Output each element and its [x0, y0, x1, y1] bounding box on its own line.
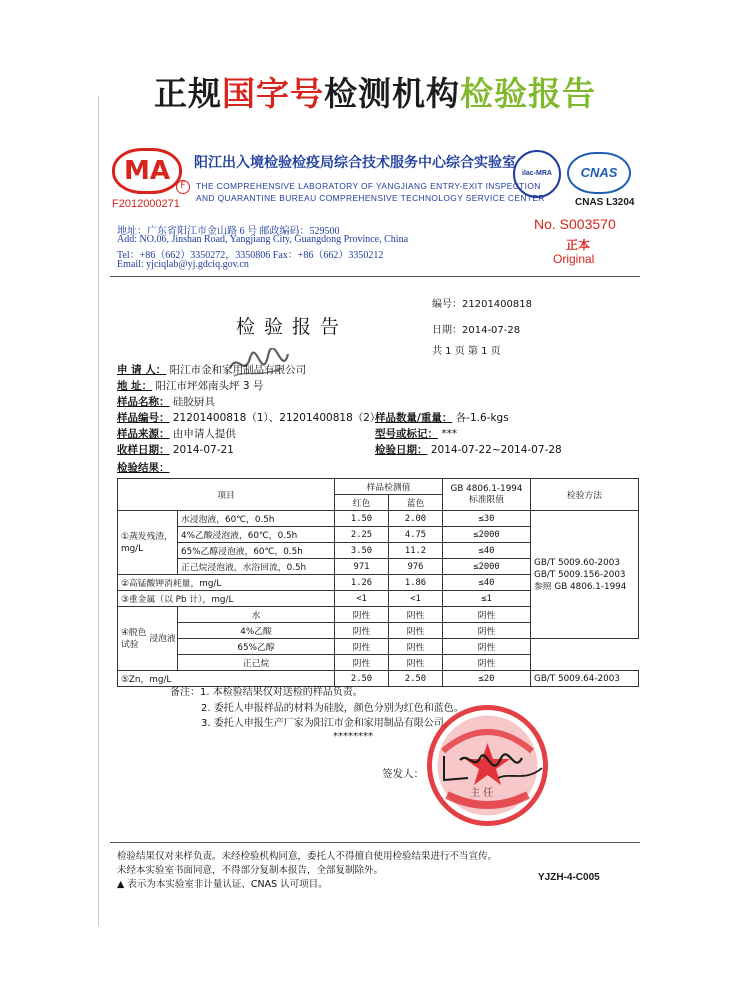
address-value: 阳江市坪郊南头坪 3 号 [155, 380, 264, 392]
header-red: 红色 [335, 495, 389, 511]
group1-red: 971 [335, 559, 389, 575]
lab-name-en-line1: THE COMPREHENSIVE LABORATORY OF YANGJIANG ENTRY-EXIT INSPECTION [196, 181, 541, 191]
address-cn: 地址：广东省阳江市金山路 6 号 邮政编码：529500 [117, 226, 340, 237]
footer-line-1: 检验结果仅对来样负责。未经检验机构同意，委托人不得擅自使用检验结果进行不当宣传。 [117, 851, 498, 862]
results-heading [117, 460, 170, 475]
group1-red: 1.50 [335, 511, 389, 527]
test-date-label: 检验日期： [375, 444, 428, 456]
group1-sub: 65%乙醇浸泡液，60℃，0.5h [178, 543, 335, 559]
group1-sub: 正己烷浸泡液，水浴回流，0.5h [178, 559, 335, 575]
source-label: 样品来源： [117, 428, 170, 440]
group4-limit: 阴性 [443, 623, 531, 639]
tel-fax: Tel：+86（662）3350272，3350806 Fax：+86（662）3350212 [117, 250, 384, 261]
address-label: 地 址： [117, 380, 153, 392]
original-en: Original [553, 252, 595, 266]
row3-item: ③重金属（以 Pb 计），mg/L [118, 591, 335, 607]
table-row [118, 511, 639, 527]
sample-no-label: 样品编号： [117, 412, 170, 424]
cma-logo-icon: MA [112, 148, 182, 194]
address-en: Add: NO.06, Jinshan Road, Yangjiang City, Guangdong Province, China [117, 234, 409, 245]
group4-limit: 阴性 [443, 655, 531, 671]
group4-blue: 阴性 [389, 639, 443, 655]
row2-limit: ≤40 [443, 575, 531, 591]
group1-limit: ≤40 [443, 543, 531, 559]
row3-blue: <1 [389, 591, 443, 607]
row5-blue: 2.50 [389, 671, 443, 687]
row5-red: 2.50 [335, 671, 389, 687]
email: Email: yjciqlab@yj.gdciq.gov.cn [117, 259, 249, 270]
note-line-2: 2. 委托人申报样品的材料为硅胶，颜色分别为红色和蓝色。 [201, 703, 464, 714]
group4-blue: 阴性 [389, 623, 443, 639]
received-label: 收样日期： [117, 444, 170, 456]
group1-name: ①蒸发残渣，mg/L [118, 511, 178, 575]
row3-red: <1 [335, 591, 389, 607]
row2-blue: 1.86 [389, 575, 443, 591]
footer-divider [110, 842, 640, 843]
cma-code: F2012000271 [112, 198, 180, 210]
banner-part2: 国字号 [222, 74, 324, 113]
source-row [117, 426, 236, 441]
row2-red: 1.26 [335, 575, 389, 591]
group1-blue: 4.75 [389, 527, 443, 543]
group4-limit: 阴性 [443, 639, 531, 655]
applicant-value: 阳江市金和家用制品有限公司 [169, 364, 307, 376]
sample-name-value: 硅胶厨具 [172, 396, 215, 408]
group4-solution: 水 [178, 607, 335, 623]
group4-solution: 正己烷 [178, 655, 335, 671]
test-date-value: 2014-07-22~2014-07-28 [430, 444, 562, 456]
results-label: 检验结果： [117, 462, 170, 474]
group4-red: 阴性 [335, 607, 389, 623]
group1-sub: 4%乙酸浸泡液，60℃，0.5h [178, 527, 335, 543]
model-value: *** [441, 428, 458, 440]
group4-sub: 浸泡液 [149, 633, 176, 644]
row5-limit: ≤20 [443, 671, 531, 687]
row5-method: GB/T 5009.64-2003 [531, 671, 639, 687]
group1-limit: ≤2000 [443, 527, 531, 543]
group4-cell [118, 607, 178, 671]
results-table [117, 478, 639, 687]
row5-item: ⑤Zn，mg/L [118, 671, 335, 687]
table-header-row [118, 479, 639, 495]
group4-red: 阴性 [335, 623, 389, 639]
original-cn: 正本 [566, 238, 591, 252]
header-limit: GB 4806.1-1994 标准限值 [443, 479, 531, 511]
cma-mark-icon: F [176, 180, 190, 194]
address-row [117, 378, 263, 393]
row3-limit: ≤1 [443, 591, 531, 607]
table-row [118, 639, 639, 655]
sample-qty-value: 各-1.6-kgs [455, 412, 509, 424]
group4-blue: 阴性 [389, 655, 443, 671]
method-main [531, 511, 639, 639]
group4-solution: 65%乙醇 [178, 639, 335, 655]
footer-line-2: 未经本实验室书面同意，不得部分复制本报告，全部复制除外。 [117, 865, 384, 876]
group4-blue: 阴性 [389, 607, 443, 623]
sample-name-label: 样品名称： [117, 396, 170, 408]
sample-qty-label: 样品数量/重量： [375, 412, 453, 424]
lab-name-en-line2: AND QUARANTINE BUREAU COMPREHENSIVE TECHNOLOGY SERVICE CENTER [196, 193, 545, 203]
header-item: 项目 [118, 479, 335, 511]
banner-part1: 正规 [154, 74, 222, 113]
sample-no-row [117, 410, 380, 425]
sample-no-value: 21201400818（1）、21201400818（2） [172, 412, 381, 424]
cnas-code: CNAS L3204 [575, 197, 635, 208]
table-row [118, 655, 639, 671]
banner-part4: 检验报告 [460, 74, 596, 113]
sample-name-row [117, 394, 215, 409]
header-measured: 样品检测值 [335, 479, 443, 495]
group1-blue: 2.00 [389, 511, 443, 527]
form-code: YJZH-4-C005 [538, 872, 600, 883]
group4-name: ④脱色试验 [121, 627, 147, 650]
sample-qty-row [375, 410, 509, 425]
group1-limit: ≤2000 [443, 559, 531, 575]
method-line: GB/T 5009.156-2003 [534, 569, 626, 580]
group4-red: 阴性 [335, 655, 389, 671]
received-value: 2014-07-21 [172, 444, 234, 456]
note-line-3: 3. 委托人申报生产厂家为阳江市金和家用制品有限公司。 [201, 718, 454, 729]
group4-solution: 4%乙酸 [178, 623, 335, 639]
applicant-row [117, 362, 306, 377]
group4-red: 阴性 [335, 639, 389, 655]
group1-sub: 水浸泡液，60℃，0.5h [178, 511, 335, 527]
note-stars: ******** [333, 731, 373, 742]
group1-red: 2.25 [335, 527, 389, 543]
cnas-logo-icon: CNAS [567, 152, 631, 194]
test-date-row [375, 442, 562, 457]
serial-number: No. S003570 [534, 216, 616, 232]
lab-name-cn: 阳江出入境检验检疫局综合技术服务中心综合实验室 [194, 155, 516, 171]
signer-label: 签发人： [382, 768, 424, 780]
method-line: 参照 GB 4806.1-1994 [534, 581, 627, 592]
ilac-mra-logo-icon: ilac-MRA [513, 150, 561, 198]
signature-icon [438, 748, 548, 788]
applicant-label: 申 请 人： [117, 364, 167, 376]
report-pages: 共 1 页 第 1 页 [432, 346, 501, 357]
group4-limit: 阴性 [443, 607, 531, 623]
signer-title: 主 任 [470, 788, 494, 799]
report-number: 编号：21201400818 [432, 299, 532, 310]
row2-item: ②高锰酸钾消耗量，mg/L [118, 575, 335, 591]
footer-line-3: ▲ 表示为本实验室非计量认证、CNAS 认可项目。 [117, 879, 328, 890]
paper-edge [98, 96, 99, 926]
received-row [117, 442, 234, 457]
banner-part3: 检测机构 [324, 74, 460, 113]
group1-blue: 11.2 [389, 543, 443, 559]
report-title: 检验报告 [236, 316, 349, 338]
header-blue: 蓝色 [389, 495, 443, 511]
model-label: 型号或标记： [375, 428, 438, 440]
header-divider [110, 276, 640, 277]
note-line-1: 备注：1. 本检验结果仅对送检的样品负责。 [170, 687, 363, 698]
group1-limit: ≤30 [443, 511, 531, 527]
header-method: 检验方法 [531, 479, 639, 511]
model-row [375, 426, 457, 441]
group1-red: 3.50 [335, 543, 389, 559]
report-date: 日期：2014-07-28 [432, 325, 521, 336]
source-value: 由申请人提供 [172, 428, 236, 440]
group1-blue: 976 [389, 559, 443, 575]
page-banner [0, 68, 750, 115]
method-line: GB/T 5009.60-2003 [534, 557, 620, 568]
